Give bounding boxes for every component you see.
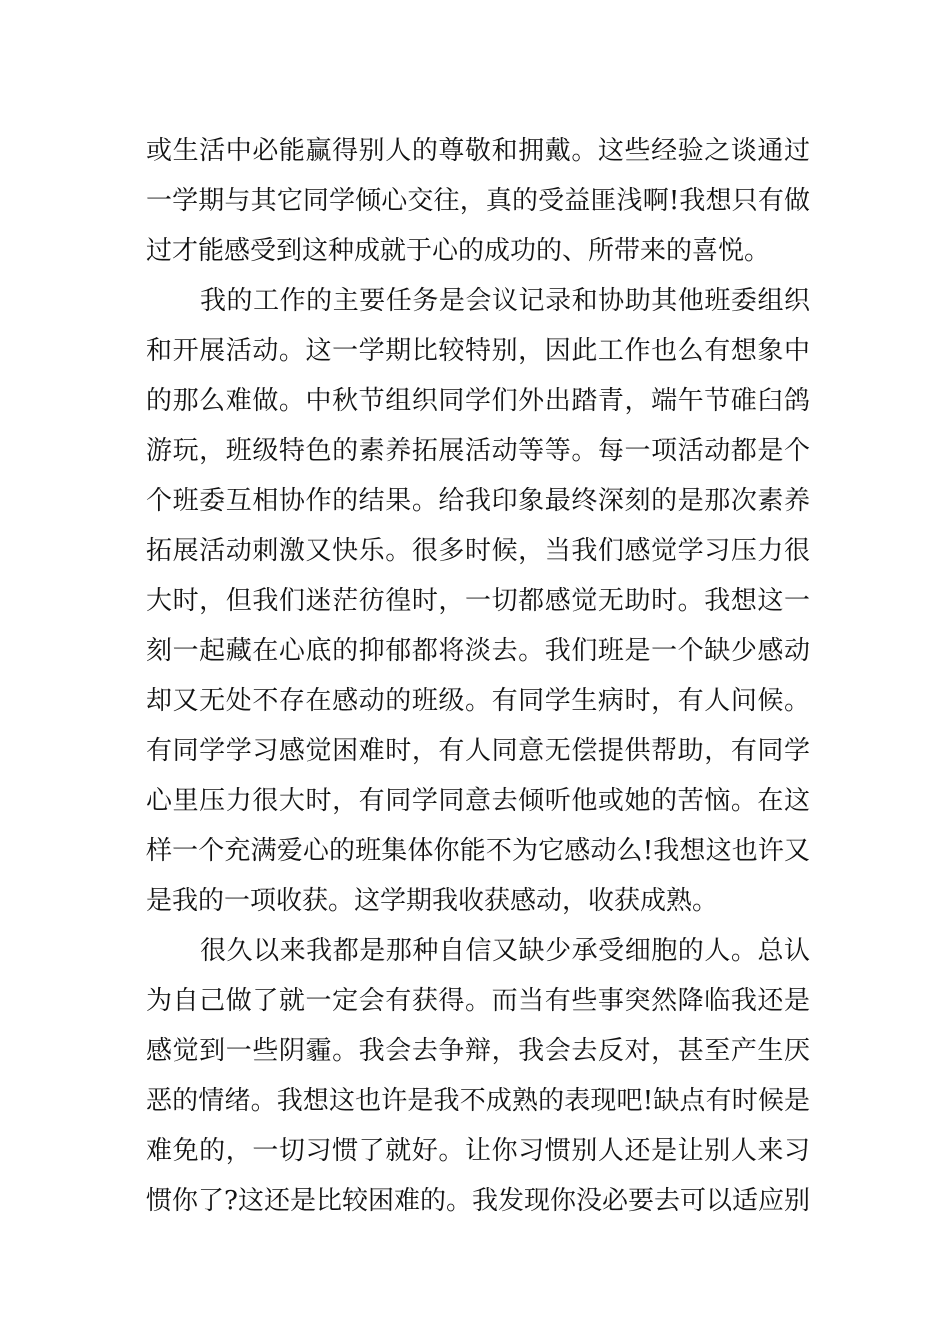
- text-line: 和开展活动。这一学期比较特别，因此工作也么有想象中: [146, 336, 810, 366]
- text-line: 我的工作的主要任务是会议记录和协助其他班委组织: [200, 286, 810, 316]
- text-line: 难免的，一切习惯了就好。让你习惯别人还是让别人来习: [146, 1136, 810, 1166]
- text-line: 很久以来我都是那种自信又缺少承受细胞的人。总认: [200, 936, 810, 966]
- text-line: 过才能感受到这种成就于心的成功的、所带来的喜悦。: [146, 236, 771, 266]
- text-line: 大时，但我们迷茫彷徨时，一切都感觉无助时。我想这一: [146, 586, 810, 616]
- text-line: 或生活中必能赢得别人的尊敬和拥戴。这些经验之谈通过: [146, 136, 810, 166]
- text-line: 拓展活动刺激又快乐。很多时候，当我们感觉学习压力很: [146, 536, 810, 566]
- text-line: 刻一起藏在心底的抑郁都将淡去。我们班是一个缺少感动: [146, 636, 810, 666]
- document-body: [146, 126, 810, 1226]
- text-line: 惯你了?这还是比较困难的。我发现你没必要去可以适应别: [146, 1186, 810, 1216]
- text-line: 心里压力很大时，有同学同意去倾听他或她的苦恼。在这: [146, 786, 810, 816]
- text-line: 样一个充满爱心的班集体你能不为它感动么!我想这也许又: [146, 836, 810, 866]
- text-line: 的那么难做。中秋节组织同学们外出踏青，端午节碓臼鸽: [146, 386, 810, 416]
- text-line: 一学期与其它同学倾心交往，真的受益匪浅啊!我想只有做: [146, 186, 810, 216]
- text-line: 是我的一项收获。这学期我收获感动，收获成熟。: [146, 886, 719, 916]
- text-line: 个班委互相协作的结果。给我印象最终深刻的是那次素养: [146, 486, 810, 516]
- text-line: 有同学学习感觉困难时，有人同意无偿提供帮助，有同学: [146, 736, 810, 766]
- text-line: 为自己做了就一定会有获得。而当有些事突然降临我还是: [146, 986, 810, 1016]
- text-line: 恶的情绪。我想这也许是我不成熟的表现吧!缺点有时候是: [146, 1086, 810, 1116]
- text-line: 游玩，班级特色的素养拓展活动等等。每一项活动都是个: [146, 436, 810, 466]
- text-line: 却又无处不存在感动的班级。有同学生病时，有人问候。: [146, 686, 810, 716]
- text-line: 感觉到一些阴霾。我会去争辩，我会去反对，甚至产生厌: [146, 1036, 810, 1066]
